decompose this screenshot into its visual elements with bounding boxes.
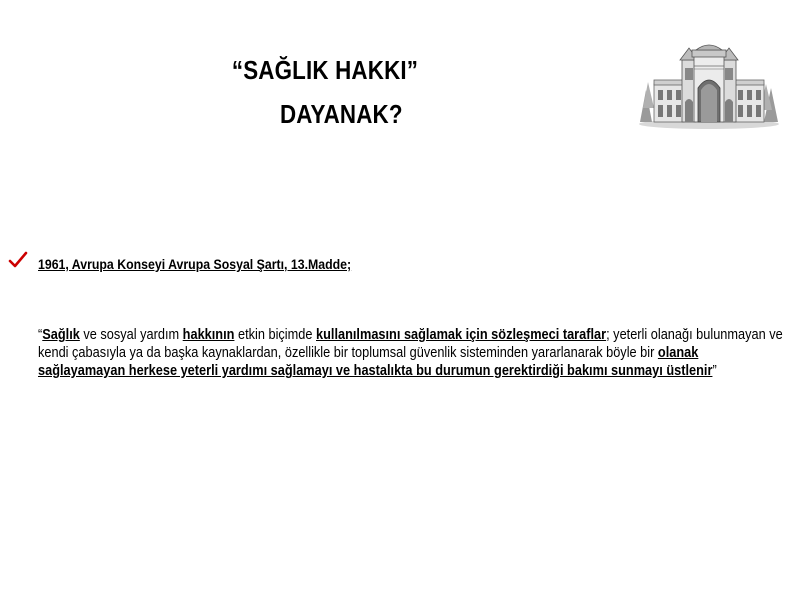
article-heading: 1961, Avrupa Konseyi Avrupa Sosyal Şartı, 13.Madde; — [38, 256, 352, 272]
open-quote: “ — [38, 327, 43, 343]
university-gate-icon — [636, 38, 782, 130]
article-quote — [38, 326, 786, 380]
emphasis-yukumluluk: olanak sağlayamayan herkese yeterli yardımı sağlamayı ve hastalıkta bu durumun gerektirdiği bakımı sunmayı üstlenir — [38, 345, 713, 379]
close-quote: ” — [712, 363, 717, 379]
emphasis-saglik: Sağlık — [42, 327, 80, 343]
slide-title — [175, 48, 476, 136]
emphasis-hakkinin: hakkının — [182, 327, 235, 343]
title-line-1: “SAĞLIK HAKKI” — [231, 55, 419, 85]
emphasis-taraflar: kullanılmasını sağlamak için sözleşmeci taraflar — [316, 327, 607, 343]
title-line-2: DAYANAK? — [279, 99, 403, 129]
quote-text-1: ve sosyal yardım — [79, 327, 183, 343]
quote-text-3: ; yeterli olanağı bulunmayan ve kendi çabasıyla ya da başka kaynaklardan, özellikle bir toplumsal güvenlik sisteminden yararlanarak böyle bir — [38, 327, 783, 361]
checkmark-icon — [8, 250, 28, 270]
quote-text-2: etkin biçimde — [234, 327, 317, 343]
